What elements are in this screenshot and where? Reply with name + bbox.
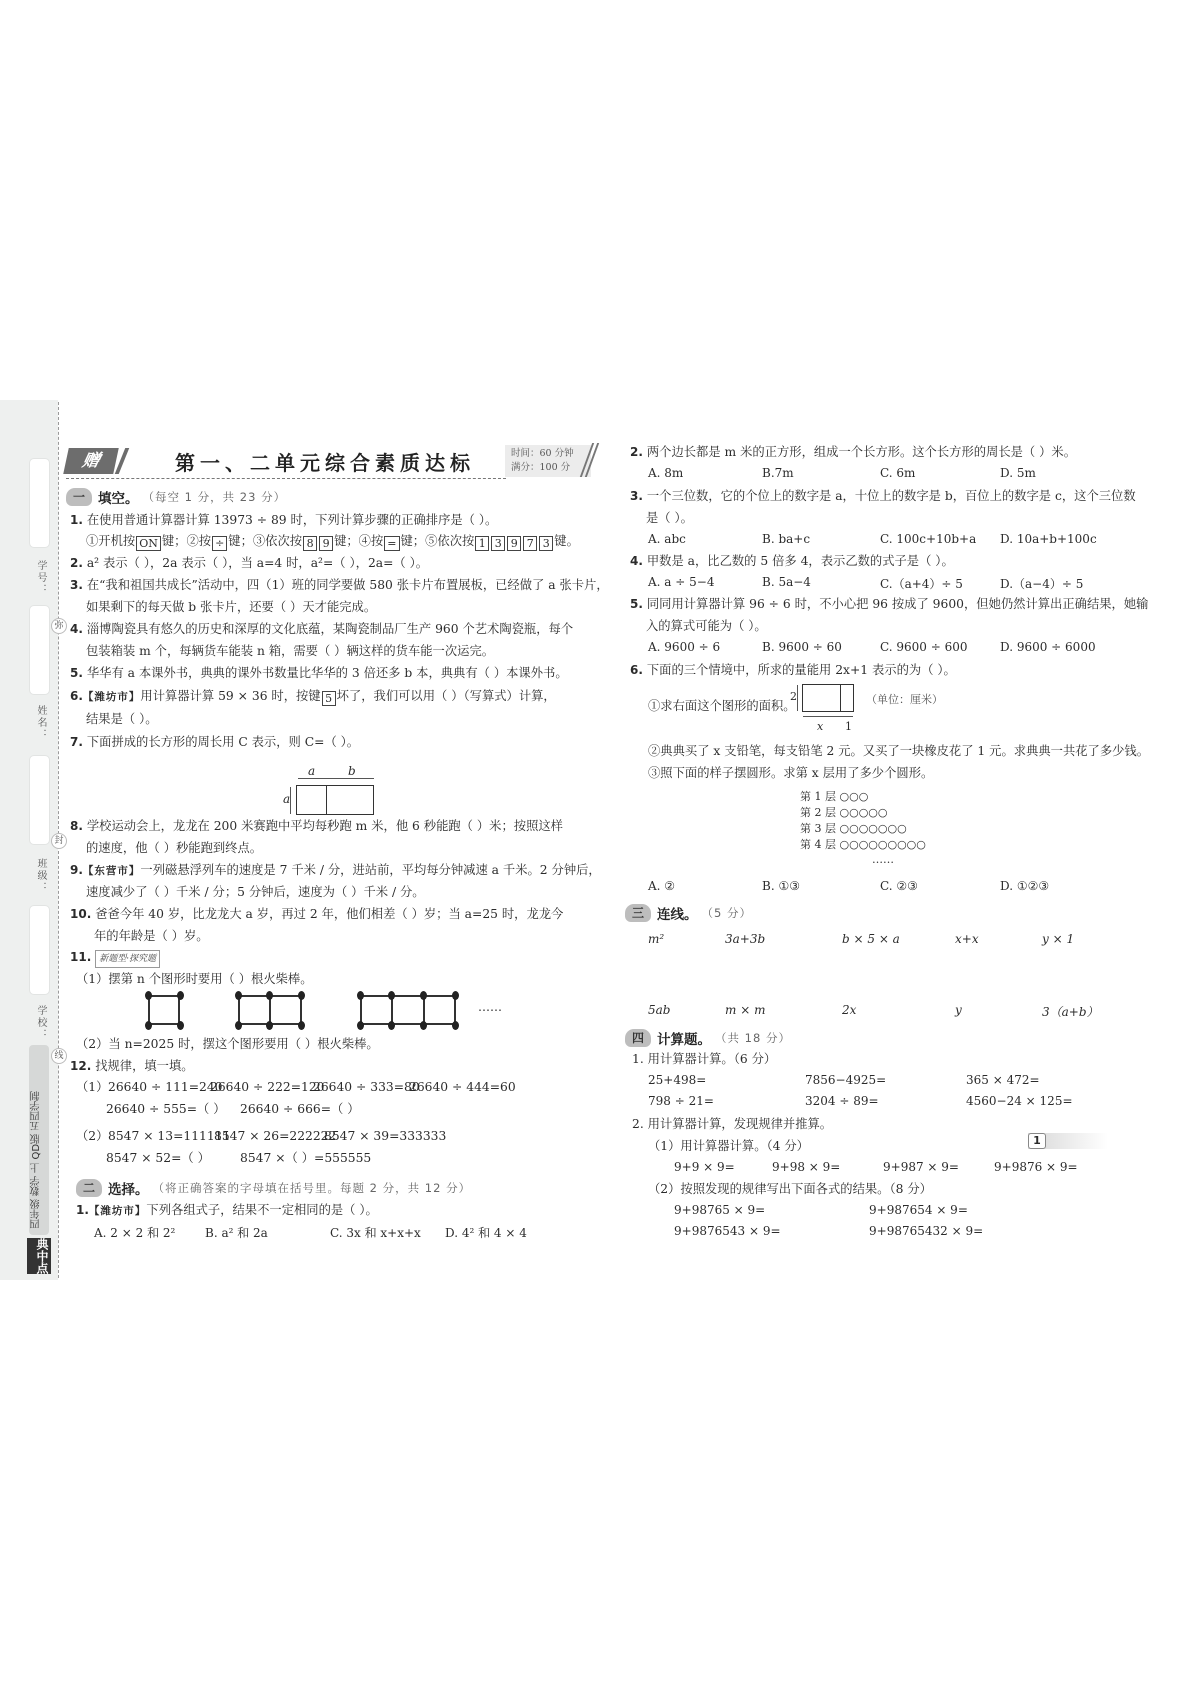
section-matching-header (625, 903, 752, 923)
pattern-ellipsis: …… (478, 1000, 502, 1014)
region-tag: 【潍坊市】 (88, 1205, 147, 1217)
cut-mark-mi: 弥 (51, 618, 67, 634)
label-height: 2 (790, 690, 797, 703)
question-1-8: 8. 学校运动会上，龙龙在 200 米赛跑中平均每秒跑 m 米，他 6 秒能跑（ ）米；按照这样 (70, 819, 563, 833)
section-note: （将正确答案的字母填在括号里。每题 2 分，共 12 分） (152, 1181, 472, 1195)
calc-item: 365 × 472= (966, 1073, 1040, 1087)
question-1-10-line2: 年的年龄是（ ）岁。 (94, 929, 209, 943)
question-1-10: 10. 爸爸今年 40 岁，比龙龙大 a 岁，再过 2 年，他们相差（ ）岁；当 a=25 时，龙龙今 (70, 907, 564, 921)
section-choice-header (76, 1178, 471, 1198)
calc-question-2-part1: （1）用计算器计算。（4 分） (648, 1139, 809, 1153)
calc-item: 9+987654 × 9= (869, 1203, 968, 1217)
calc-item: 798 ÷ 21= (648, 1094, 714, 1108)
label-one: 1 (845, 720, 852, 733)
match-top-item[interactable]: m² (648, 932, 665, 946)
match-bottom-item[interactable]: 5ab (648, 1003, 671, 1017)
question-1-5: 5. 华华有 a 本课外书，典典的课外书数量比华华的 3 倍还多 b 本，典典有（ ）本课外书。 (70, 666, 568, 680)
page-number: 1 (1028, 1133, 1046, 1149)
pattern-equation: 26640 ÷ 222=120 (210, 1080, 325, 1094)
section-title: 选择。 (108, 1182, 149, 1198)
question-1-11: 11. 新题型·探究题 (70, 949, 160, 968)
question-1-11-part2: （2）当 n=2025 时，摆这个图形要用（ ）根火柴棒。 (76, 1037, 379, 1051)
section-number-icon: 三 (625, 904, 651, 922)
calc-item: 9+9 × 9= (674, 1160, 735, 1174)
name-label: 姓名： (35, 705, 46, 741)
question-1-11-part1: （1）摆第 n 个图形时要用（ ）根火柴棒。 (76, 972, 313, 986)
calculator-key-divide: ÷ (212, 536, 227, 551)
new-question-type-tag: 新题型·探究题 (95, 950, 160, 968)
calc-item: 4560−24 × 125= (966, 1094, 1073, 1108)
pattern-equation: 26640 ÷ 444=60 (409, 1080, 516, 1094)
choice-option-a[interactable]: A. 8m (648, 466, 684, 480)
choice-option-b[interactable]: B. ba+c (762, 532, 811, 546)
match-bottom-item[interactable]: 2x (842, 1003, 857, 1017)
match-top-item[interactable]: 3a+3b (725, 932, 766, 946)
pattern-equation: 26640 ÷ 111=240 (108, 1080, 223, 1094)
match-top-item[interactable]: b × 5 × a (842, 932, 900, 946)
label-a-top: a (308, 764, 316, 778)
question-1-6-line2: 结果是（ ）。 (86, 712, 158, 726)
unit-note: （单位：厘米） (866, 693, 943, 706)
section-title: 计算题。 (657, 1032, 711, 1048)
pattern-blank: 26640 ÷ 555=（ ） (106, 1102, 226, 1116)
choice-option-b[interactable]: B. 9600 ÷ 60 (762, 640, 842, 654)
question-1-12-part1-label: （1） (76, 1080, 109, 1094)
book-info: 四年级 数学 上 QD版 五四学制 (29, 1045, 49, 1235)
section-title: 连线。 (657, 907, 698, 923)
cut-mark-xian: 线 (51, 1048, 67, 1064)
calculator-key-on: ON (136, 536, 161, 551)
label-a-side: a (283, 792, 291, 806)
section-number-icon: 一 (66, 488, 92, 506)
pattern-equation: 8547 × 26=222222 (214, 1129, 337, 1143)
pattern-blank: 26640 ÷ 666=（ ） (240, 1102, 360, 1116)
calc-item: 9+98 × 9= (772, 1160, 841, 1174)
section-fill-blank-header (66, 487, 286, 507)
scenario-2: ②典典买了 x 支铅笔，每支铅笔 2 元。又买了一块橡皮花了 1 元。求典典一共花了多少钱。 (648, 744, 1150, 758)
choice-option-a[interactable]: A. abc (648, 532, 686, 546)
section-note: （共 18 分） (715, 1031, 791, 1045)
calculator-key: 1 (475, 536, 489, 551)
choice-option-a[interactable]: A. ② (648, 879, 676, 893)
calculator-key: 3 (491, 536, 505, 551)
choice-question-3: 3. 一个三位数，它的个位上的数字是 a，十位上的数字是 b，百位上的数字是 c，这个三位数 (630, 489, 1136, 503)
choice-option-b[interactable]: B. a² 和 2a (205, 1226, 268, 1240)
label-x: x (817, 720, 824, 733)
choice-question-5: 5. 同同用计算器计算 96 ÷ 6 时，不小心把 96 按成了 9600，但她仍然计算出正确结果，她输 (630, 597, 1149, 611)
calculator-key-equals: = (384, 536, 399, 551)
time-limit: 时间：60 分钟 (511, 448, 574, 459)
section-number-icon: 四 (625, 1029, 651, 1047)
question-1-4: 4. 淄博陶瓷具有悠久的历史和深厚的文化底蕴，某陶瓷制品厂生产 960 个艺术陶瓷瓶，每个 (70, 622, 574, 636)
choice-question-1: 1.【潍坊市】下列各组式子，结果不一定相同的是（ ）。 (76, 1203, 378, 1217)
section-calculation-header (625, 1028, 791, 1048)
scenario-3: ③照下面的样子摆圆形。求第 x 层用了多少个圆形。 (648, 766, 934, 780)
student-number-field[interactable] (29, 458, 50, 548)
calc-item: 9+9876 × 9= (994, 1160, 1078, 1174)
match-bottom-item[interactable]: y (955, 1003, 962, 1017)
layer-row: 第 1 层 ○○○ (800, 790, 869, 803)
question-1-1-steps: ①开机按 ON 键；②按 ÷ 键；③依次按 8 9 键；④按 = 键；⑤依次按 1 3 9 7 3 键。 (86, 534, 579, 550)
choice-option-d[interactable]: D. 10a+b+100c (1000, 532, 1097, 546)
calculator-key-5: 5 (322, 691, 336, 706)
question-1-1: 1. 在使用普通计算器计算 13973 ÷ 89 时，下列计算步骤的正确排序是（ ）。 (70, 513, 498, 527)
school-label: 学校： (35, 1005, 46, 1041)
calc-item: 3204 ÷ 89= (805, 1094, 879, 1108)
question-1-2: 2. a² 表示（ ），2a 表示（ ），当 a=4 时，a²=（ ），2a=（ ）。 (70, 556, 429, 570)
gift-badge: 赠 (63, 448, 119, 474)
question-1-9: 9.【东营市】一列磁悬浮列车的速度是 7 千米 / 分，进站前，平均每分钟减速 a 千米。2 分钟后， (70, 863, 601, 877)
region-tag: 【潍坊市】 (82, 691, 141, 703)
match-top-item[interactable]: y × 1 (1042, 932, 1075, 946)
calc-question-2-part2: （2）按照发现的规律写出下面各式的结果。（8 分） (648, 1182, 932, 1196)
calc-item: 9+9876543 × 9= (674, 1224, 781, 1238)
calculator-key-9: 9 (319, 536, 333, 551)
title-divider (66, 478, 506, 479)
question-1-7: 7. 下面拼成的长方形的周长用 C 表示，则 C=（ ）。 (70, 735, 360, 749)
choice-option-b[interactable]: B. 5a−4 (762, 575, 811, 589)
layer-row: 第 3 层 ○○○○○○○ (800, 822, 907, 835)
section-number-icon: 二 (76, 1179, 102, 1197)
choice-option-d[interactable]: D.（a−4）÷ 5 (1000, 577, 1084, 591)
label-b-top: b (348, 764, 356, 778)
publisher-logo: 典中点 (27, 1238, 51, 1274)
class-field[interactable] (29, 755, 50, 845)
question-1-3-line2: 如果剩下的每天做 b 张卡片，还要（ ）天才能完成。 (86, 600, 377, 614)
school-field[interactable] (29, 905, 50, 995)
student-number-label: 学号： (35, 560, 46, 596)
cut-mark-feng: 封 (51, 833, 67, 849)
calc-item: 25+498= (648, 1073, 707, 1087)
choice-option-a[interactable]: A. a ÷ 5−4 (648, 575, 715, 589)
calculator-key: 9 (507, 536, 521, 551)
calc-item: 9+98765 × 9= (674, 1203, 766, 1217)
section-note: （5 分） (701, 906, 752, 920)
choice-option-c[interactable]: C.（a+4）÷ 5 (880, 577, 963, 591)
question-1-4-line2: 包装箱装 m 个，每辆货车能装 n 箱，需要（ ）辆这样的货车能一次运完。 (86, 644, 495, 658)
choice-option-a[interactable]: A. 2 × 2 和 2² (94, 1226, 176, 1240)
question-1-9-line2: 速度减少了（ ）千米 / 分；5 分钟后，速度为（ ）千米 / 分。 (86, 885, 425, 899)
match-bottom-item[interactable]: 3（a+b） (1042, 1005, 1099, 1019)
choice-question-4: 4. 甲数是 a，比乙数的 5 倍多 4，表示乙数的式子是（ ）。 (630, 554, 954, 568)
pattern-equation: 8547 × 13=111111 (108, 1129, 231, 1143)
choice-option-c[interactable]: C. 9600 ÷ 600 (880, 640, 968, 654)
choice-question-3-line2: 是（ ）。 (646, 511, 693, 525)
choice-option-c[interactable]: C. 100c+10b+a (880, 532, 977, 546)
question-1-8-line2: 的速度，他（ ）秒能跑到终点。 (86, 841, 263, 855)
calculator-key-8: 8 (303, 536, 317, 551)
choice-option-b[interactable]: B.7m (762, 466, 794, 480)
layer-ellipsis: …… (872, 853, 894, 866)
choice-question-5-line2: 入的算式可能为（ ）。 (646, 619, 767, 633)
choice-option-c[interactable]: C. 6m (880, 466, 916, 480)
section-note: （每空 1 分，共 23 分） (142, 490, 287, 504)
name-field[interactable] (29, 605, 50, 695)
section-title: 填空。 (98, 491, 139, 507)
calc-item: 7856−4925= (805, 1073, 887, 1087)
class-label: 班级： (35, 858, 46, 894)
exam-info-box (505, 445, 591, 477)
choice-option-a[interactable]: A. 9600 ÷ 6 (648, 640, 721, 654)
pattern-blank: 8547 × 52=（ ） (106, 1151, 210, 1165)
page-title: 第一、二单元综合素质达标 (175, 451, 475, 475)
question-1-12: 12. 找规律，填一填。 (70, 1059, 194, 1073)
match-top-item[interactable]: x+x (955, 932, 979, 946)
calc-item: 9+98765432 × 9= (869, 1224, 984, 1238)
calc-question-1: 1. 用计算器计算。（6 分） (632, 1052, 777, 1066)
question-1-12-part2-label: （2） (76, 1129, 109, 1143)
choice-option-b[interactable]: B. ①③ (762, 879, 800, 893)
choice-option-d[interactable]: D. 5m (1000, 466, 1036, 480)
choice-question-6: 6. 下面的三个情境中，所求的量能用 2x+1 表示的为（ ）。 (630, 663, 956, 677)
choice-option-d[interactable]: D. 4² 和 4 × 4 (445, 1226, 527, 1240)
scenario-1: ①求右面这个图形的面积。 (648, 699, 796, 713)
calc-question-2: 2. 用计算器计算，发现规律并推算。 (632, 1117, 833, 1131)
pattern-equation: 26640 ÷ 333=80 (313, 1080, 420, 1094)
layer-row: 第 4 层 ○○○○○○○○○ (800, 838, 926, 851)
choice-question-2: 2. 两个边长都是 m 米的正方形，组成一个长方形。这个长方形的周长是（ ）米。 (630, 445, 1077, 459)
pattern-blank: 8547 ×（ ）=555555 (240, 1151, 372, 1165)
choice-option-d[interactable]: D. 9600 ÷ 6000 (1000, 640, 1096, 654)
pattern-equation: 8547 × 39=333333 (324, 1129, 447, 1143)
layer-row: 第 2 层 ○○○○○ (800, 806, 888, 819)
question-1-6: 6.【潍坊市】用计算器计算 59 × 36 时，按键 5 坏了，我们可以用（ ）（写算式）计算， (70, 689, 556, 705)
choice-option-c[interactable]: C. ②③ (880, 879, 918, 893)
full-score: 满分：100 分 (511, 462, 571, 473)
calc-item: 9+987 × 9= (883, 1160, 959, 1174)
match-bottom-item[interactable]: m × m (725, 1003, 766, 1017)
choice-option-d[interactable]: D. ①②③ (1000, 879, 1050, 893)
question-1-3: 3. 在“我和祖国共成长”活动中，四（1）班的同学要做 580 张卡片布置展板，已经做了 a 张卡片， (70, 578, 609, 592)
region-tag: 【东营市】 (82, 865, 141, 877)
calculator-key: 3 (539, 536, 553, 551)
calculator-key: 7 (523, 536, 537, 551)
choice-option-c[interactable]: C. 3x 和 x+x+x (330, 1226, 421, 1240)
